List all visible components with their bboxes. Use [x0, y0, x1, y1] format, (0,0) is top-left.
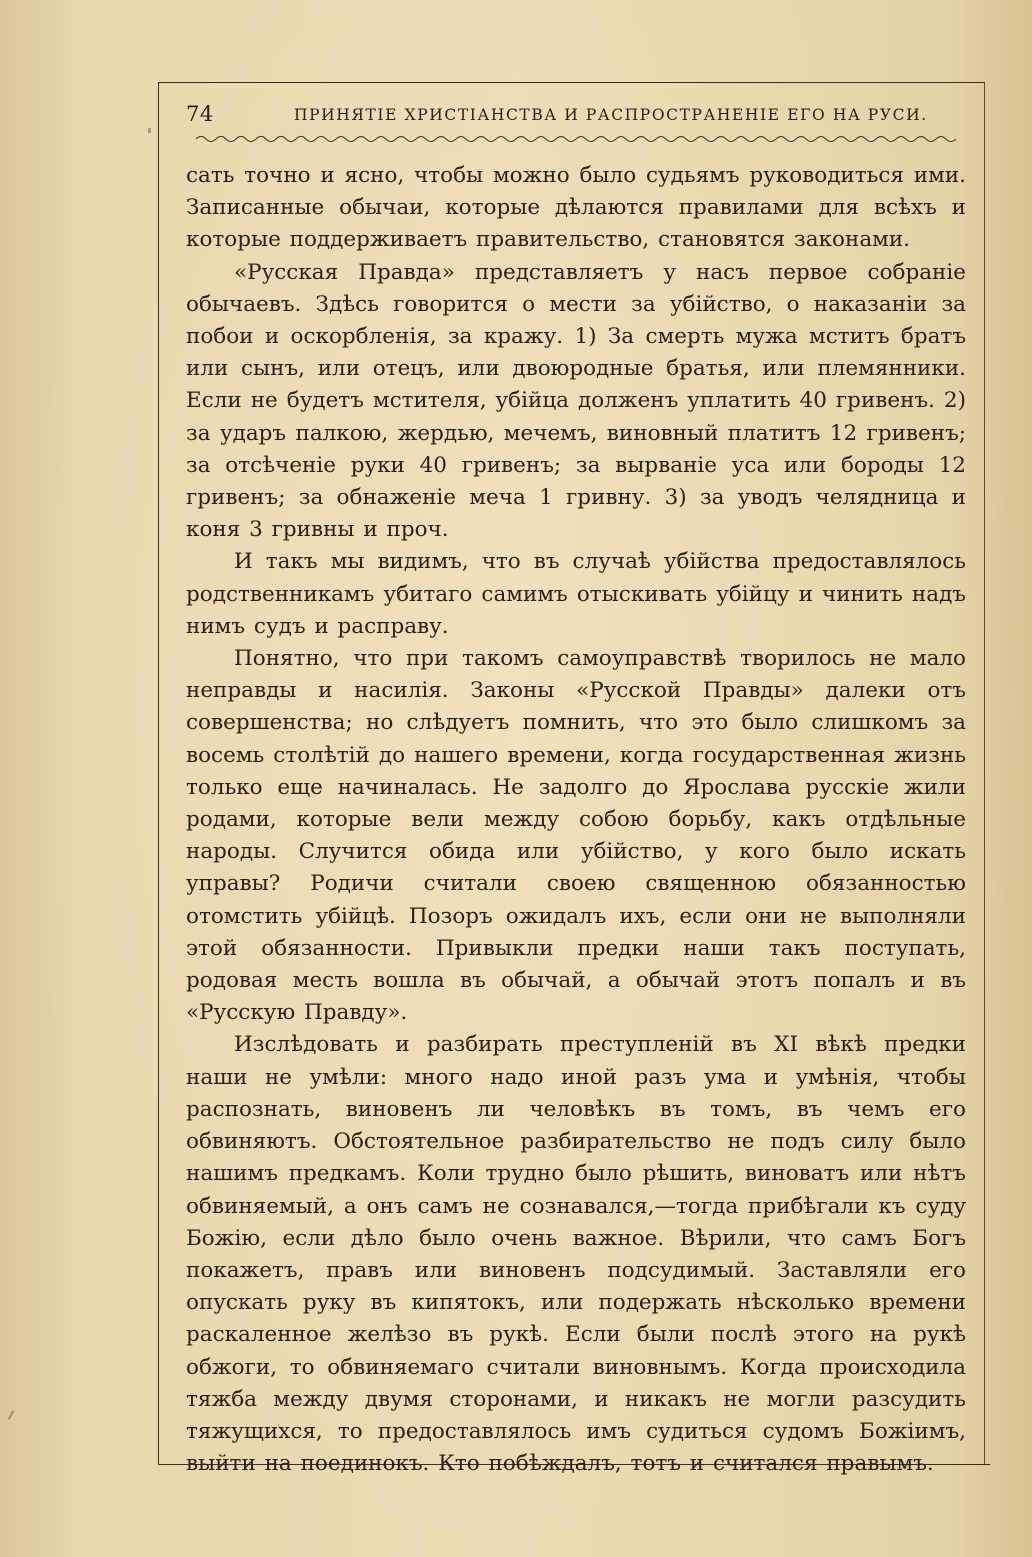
paper-speck [8, 1410, 15, 1420]
paragraph: «Русская Правда» представляетъ у насъ первое собраніе обычаевъ. Здѣсь говорится о мести за убійство, о наказаніи за побои и оскорбленія, за кражу. 1) За смерть мужа мститъ братъ или сынъ, или отецъ, или двоюродные братья, или племянники. Если не будетъ мстителя, убійца долженъ уплатить 40 гривенъ. 2) за ударъ палкою, жердью, мечемъ, виновный платитъ 12 гривенъ; за отсѣченіе руки 40 гривенъ; за вырваніе уса или бороды 12 гривенъ; за обнаженіе меча 1 гривну. 3) за уводъ челядница и коня 3 гривны и проч. [186, 259, 966, 543]
paragraph: сать точно и ясно, чтобы можно было судьямъ руководиться ими. Записанные обычаи, которые дѣлаются правилами для всѣхъ и которые поддерживаетъ правительство, становятся законами. [186, 163, 966, 253]
page-header [186, 98, 956, 134]
paper-speck [148, 128, 151, 133]
paragraph: Понятно, что при такомъ самоуправствѣ творилось не мало неправды и насилія. Законы «Русской Правды» далеки отъ совершенства; но слѣдуетъ помнить, что это было слишкомъ за восемь столѣтій до нашего времени, когда государственная жизнь только еще начиналась. Не задолго до Ярослава русскіе жили родами, которые вели между собою борьбу, какъ отдѣльные народы. Случится обида или убійство, у кого было искать управы? Родичи считали своею священною обязанностью отомстить убійцѣ. Позоръ ожидалъ ихъ, если они не выполняли этой обязанности. Привыкли предки наши такъ поступать, родовая месть вошла въ обычай, а обычай этотъ попалъ и въ «Русскую Правду». [186, 646, 966, 1026]
paragraph: Изслѣдовать и разбирать преступленій въ XI вѣкѣ предки наши не умѣли: много надо иной разъ ума и умѣнія, чтобы распознать, виновенъ ли человѣкъ въ томъ, въ чемъ его обвиняютъ. Обстоятельное разбирательство не подъ силу было нашимъ предкамъ. Коли трудно было рѣшить, виноватъ или нѣтъ обвиняемый, а онъ самъ не сознавался,—тогда прибѣгали къ суду Божію, если дѣло было очень важное. Вѣрили, что самъ Богъ покажетъ, правъ или виновенъ подсудимый. Заставляли его опускать руку въ кипятокъ, или подержать нѣсколько времени раскаленное желѣзо въ рукѣ. Если были послѣ этого на рукѣ обжоги, то обвиняемаго считали виновнымъ. Когда происходила тяжба между двумя сторонами, и никакъ не могли разсудить тяжущихся, то предоставлялось имъ судиться судомъ Божіимъ, выйти на поединокъ. Кто побѣждалъ, тотъ и считался правымъ. [186, 1032, 966, 1477]
page-number: 74 [186, 102, 214, 126]
running-title: ПРИНЯТІЕ ХРИСТІАНСТВА И РАСПРОСТРАНЕНІЕ ЕГО НА РУСИ. [294, 106, 928, 124]
paragraph: И такъ мы видимъ, что въ случаѣ убійства предоставлялось родственникамъ убитаго самимъ отыскивать убійцу и чинить надъ нимъ судъ и расправу. [186, 549, 966, 639]
body-text [186, 160, 966, 1480]
frame-right-rule [984, 82, 985, 1464]
frame-top-rule [158, 82, 984, 83]
frame-left-rule [158, 82, 159, 1464]
wavy-ornament-rule [196, 132, 956, 146]
